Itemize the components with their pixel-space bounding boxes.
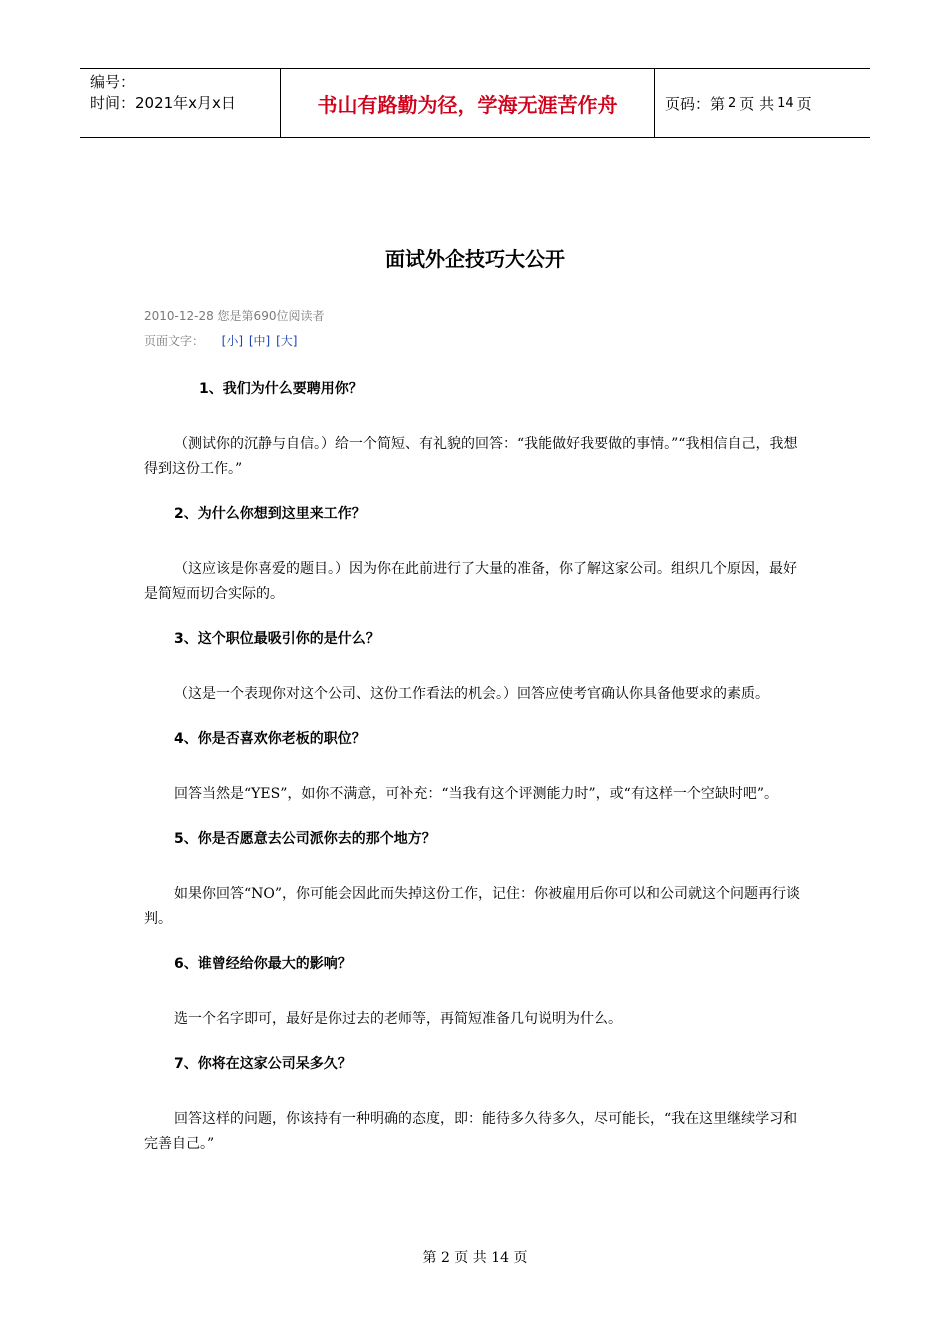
font-medium-link[interactable]: [中] [248,334,271,348]
answer-paragraph: 回答当然是“YES”，如你不满意，可补充：“当我有这个评测能力时”，或“有这样一个空缺时吧”。 [174,786,778,802]
answer-paragraph: （测试你的沉静与自信。）给一个简短、有礼貌的回答：“我能做好我要做的事情。”“我相信自己，我想得到这份工作。” [144,436,798,477]
header-page-info [655,69,870,137]
article-title: 面试外企技巧大公开 [385,247,565,271]
page-total: 14 [777,95,794,111]
question-heading: 1、我们为什么要聘用你？ [199,381,363,397]
question-heading: 2、为什么你想到这里来工作？ [174,506,366,522]
page-header [80,68,870,138]
question-heading: 7、你将在这家公司呆多久？ [174,1056,352,1072]
article-meta: 2010-12-28 您是第690位阅读者 [144,309,325,323]
font-large-link[interactable]: [大] [276,334,298,348]
page-end-label: 页 [796,94,812,113]
answer-paragraph: 选一个名字即可，最好是你过去的老师等，再简短准备几句说明为什么。 [174,1011,622,1027]
header-info-cell [80,69,281,137]
answer-paragraph: （这是一个表现你对这个公司、这份工作看法的机会。）回答应使考官确认你具备他要求的素质。 [174,686,769,702]
page-footer: 第 2 页 共 14 页 [422,1250,528,1266]
page-mid-label: 页 共 [739,94,775,113]
font-size-label: 页面文字： [144,334,205,348]
question-heading: 5、你是否愿意去公司派你去的那个地方？ [174,831,436,847]
answer-paragraph: 回答这样的问题，你该持有一种明确的态度，即：能待多久待多久，尽可能长，“我在这里继续学习和完善自己。” [144,1111,798,1152]
question-heading: 6、谁曾经给你最大的影响？ [174,956,352,972]
time-label: 时间：2021年x月x日 [90,94,236,112]
header-motto: 书山有路勤为径，学海无涯苦作舟 [281,69,655,137]
font-size-selector [144,332,299,349]
number-label: 编号： [90,73,136,91]
font-small-link[interactable]: [小] [221,334,244,348]
answer-paragraph: 如果你回答“NO”，你可能会因此而失掉这份工作，记住：你被雇用后你可以和公司就这个问题再行谈判。 [144,886,801,927]
question-heading: 3、这个职位最吸引你的是什么？ [174,631,380,647]
article-content [144,378,804,1178]
page-number: 2 [728,95,737,111]
question-heading: 4、你是否喜欢你老板的职位？ [174,731,366,747]
page-label: 页码：第 [665,94,726,113]
answer-paragraph: （这应该是你喜爱的题目。）因为你在此前进行了大量的准备，你了解这家公司。组织几个原因，最好是简短而切合实际的。 [144,561,797,602]
